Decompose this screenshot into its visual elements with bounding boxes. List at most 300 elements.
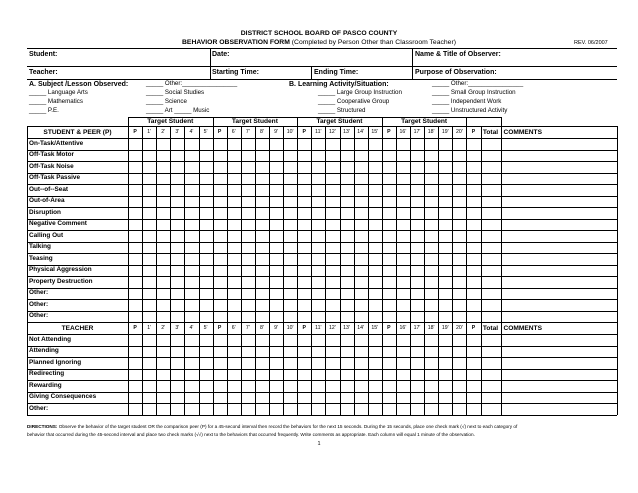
total-cell[interactable] bbox=[481, 173, 501, 185]
tally-cell[interactable] bbox=[241, 207, 255, 219]
tally-cell[interactable] bbox=[382, 380, 396, 392]
tally-cell[interactable] bbox=[227, 253, 241, 265]
tally-cell[interactable] bbox=[170, 253, 184, 265]
tally-cell[interactable] bbox=[255, 392, 269, 404]
tally-cell[interactable] bbox=[325, 346, 339, 358]
comments-cell[interactable] bbox=[501, 253, 618, 265]
tally-cell[interactable] bbox=[311, 288, 325, 300]
tally-cell[interactable] bbox=[199, 334, 213, 346]
tally-cell[interactable] bbox=[199, 380, 213, 392]
tally-cell[interactable] bbox=[452, 242, 466, 254]
tally-cell[interactable] bbox=[156, 138, 170, 150]
tally-cell[interactable] bbox=[438, 403, 452, 415]
tally-cell[interactable] bbox=[354, 357, 368, 369]
tally-cell[interactable] bbox=[368, 173, 382, 185]
tally-cell[interactable] bbox=[297, 346, 311, 358]
tally-cell[interactable] bbox=[438, 346, 452, 358]
tally-cell[interactable] bbox=[354, 334, 368, 346]
tally-cell[interactable] bbox=[452, 184, 466, 196]
tally-cell[interactable] bbox=[410, 150, 424, 162]
tally-cell[interactable] bbox=[142, 219, 156, 231]
tally-cell[interactable] bbox=[340, 311, 354, 323]
tally-cell[interactable] bbox=[213, 196, 227, 208]
tally-cell[interactable] bbox=[199, 299, 213, 311]
tally-cell[interactable] bbox=[410, 392, 424, 404]
tally-cell[interactable] bbox=[269, 357, 283, 369]
tally-cell[interactable] bbox=[156, 380, 170, 392]
tally-cell[interactable] bbox=[354, 311, 368, 323]
tally-cell[interactable] bbox=[184, 242, 198, 254]
tally-cell[interactable] bbox=[170, 161, 184, 173]
tally-cell[interactable] bbox=[170, 138, 184, 150]
tally-cell[interactable] bbox=[241, 311, 255, 323]
tally-cell[interactable] bbox=[311, 150, 325, 162]
tally-cell[interactable] bbox=[156, 150, 170, 162]
tally-cell[interactable] bbox=[466, 230, 480, 242]
tally-cell[interactable] bbox=[396, 242, 410, 254]
tally-cell[interactable] bbox=[184, 357, 198, 369]
tally-cell[interactable] bbox=[142, 242, 156, 254]
tally-cell[interactable] bbox=[311, 138, 325, 150]
tally-cell[interactable] bbox=[424, 219, 438, 231]
tally-cell[interactable] bbox=[227, 311, 241, 323]
tally-cell[interactable] bbox=[438, 196, 452, 208]
tally-cell[interactable] bbox=[368, 346, 382, 358]
tally-cell[interactable] bbox=[283, 403, 297, 415]
tally-cell[interactable] bbox=[156, 242, 170, 254]
tally-cell[interactable] bbox=[241, 392, 255, 404]
tally-cell[interactable] bbox=[269, 230, 283, 242]
tally-cell[interactable] bbox=[382, 276, 396, 288]
tally-cell[interactable] bbox=[325, 311, 339, 323]
tally-cell[interactable] bbox=[170, 346, 184, 358]
tally-cell[interactable] bbox=[368, 150, 382, 162]
tally-cell[interactable] bbox=[311, 276, 325, 288]
tally-cell[interactable] bbox=[297, 242, 311, 254]
tally-cell[interactable] bbox=[269, 150, 283, 162]
tally-cell[interactable] bbox=[269, 380, 283, 392]
tally-cell[interactable] bbox=[354, 138, 368, 150]
tally-cell[interactable] bbox=[368, 138, 382, 150]
tally-cell[interactable] bbox=[424, 276, 438, 288]
tally-cell[interactable] bbox=[255, 138, 269, 150]
tally-cell[interactable] bbox=[368, 288, 382, 300]
tally-cell[interactable] bbox=[255, 173, 269, 185]
tally-cell[interactable] bbox=[128, 288, 142, 300]
tally-cell[interactable] bbox=[424, 184, 438, 196]
tally-cell[interactable] bbox=[128, 311, 142, 323]
tally-cell[interactable] bbox=[452, 369, 466, 381]
tally-cell[interactable] bbox=[410, 242, 424, 254]
tally-cell[interactable] bbox=[410, 288, 424, 300]
tally-cell[interactable] bbox=[424, 299, 438, 311]
tally-cell[interactable] bbox=[340, 299, 354, 311]
tally-cell[interactable] bbox=[466, 265, 480, 277]
tally-cell[interactable] bbox=[311, 230, 325, 242]
tally-cell[interactable] bbox=[466, 380, 480, 392]
tally-cell[interactable] bbox=[283, 253, 297, 265]
tally-cell[interactable] bbox=[156, 369, 170, 381]
tally-cell[interactable] bbox=[410, 265, 424, 277]
tally-cell[interactable] bbox=[340, 196, 354, 208]
comments-cell[interactable] bbox=[501, 369, 618, 381]
tally-cell[interactable] bbox=[241, 230, 255, 242]
tally-cell[interactable] bbox=[199, 311, 213, 323]
total-cell[interactable] bbox=[481, 403, 501, 415]
tally-cell[interactable] bbox=[340, 346, 354, 358]
tally-cell[interactable] bbox=[438, 276, 452, 288]
tally-cell[interactable] bbox=[283, 346, 297, 358]
comments-cell[interactable] bbox=[501, 299, 618, 311]
tally-cell[interactable] bbox=[410, 161, 424, 173]
tally-cell[interactable] bbox=[142, 207, 156, 219]
tally-cell[interactable] bbox=[382, 253, 396, 265]
tally-cell[interactable] bbox=[424, 357, 438, 369]
tally-cell[interactable] bbox=[452, 334, 466, 346]
total-cell[interactable] bbox=[481, 311, 501, 323]
tally-cell[interactable] bbox=[156, 403, 170, 415]
tally-cell[interactable] bbox=[297, 288, 311, 300]
tally-cell[interactable] bbox=[142, 265, 156, 277]
tally-cell[interactable] bbox=[241, 161, 255, 173]
tally-cell[interactable] bbox=[452, 346, 466, 358]
tally-cell[interactable] bbox=[396, 403, 410, 415]
tally-cell[interactable] bbox=[410, 138, 424, 150]
tally-cell[interactable] bbox=[170, 357, 184, 369]
tally-cell[interactable] bbox=[128, 196, 142, 208]
tally-cell[interactable] bbox=[199, 150, 213, 162]
tally-cell[interactable] bbox=[311, 161, 325, 173]
tally-cell[interactable] bbox=[325, 299, 339, 311]
tally-cell[interactable] bbox=[241, 299, 255, 311]
tally-cell[interactable] bbox=[382, 357, 396, 369]
tally-cell[interactable] bbox=[452, 161, 466, 173]
tally-cell[interactable] bbox=[213, 334, 227, 346]
tally-cell[interactable] bbox=[311, 207, 325, 219]
tally-cell[interactable] bbox=[241, 380, 255, 392]
tally-cell[interactable] bbox=[269, 219, 283, 231]
tally-cell[interactable] bbox=[340, 219, 354, 231]
tally-cell[interactable] bbox=[283, 173, 297, 185]
tally-cell[interactable] bbox=[424, 311, 438, 323]
tally-cell[interactable] bbox=[424, 253, 438, 265]
tally-cell[interactable] bbox=[199, 403, 213, 415]
tally-cell[interactable] bbox=[283, 230, 297, 242]
tally-cell[interactable] bbox=[297, 219, 311, 231]
tally-cell[interactable] bbox=[199, 369, 213, 381]
tally-cell[interactable] bbox=[424, 369, 438, 381]
tally-cell[interactable] bbox=[368, 253, 382, 265]
tally-cell[interactable] bbox=[410, 346, 424, 358]
tally-cell[interactable] bbox=[227, 173, 241, 185]
tally-cell[interactable] bbox=[311, 173, 325, 185]
tally-cell[interactable] bbox=[142, 253, 156, 265]
tally-cell[interactable] bbox=[340, 253, 354, 265]
tally-cell[interactable] bbox=[354, 369, 368, 381]
tally-cell[interactable] bbox=[241, 184, 255, 196]
tally-cell[interactable] bbox=[297, 196, 311, 208]
tally-cell[interactable] bbox=[325, 150, 339, 162]
tally-cell[interactable] bbox=[170, 207, 184, 219]
tally-cell[interactable] bbox=[199, 207, 213, 219]
tally-cell[interactable] bbox=[269, 161, 283, 173]
tally-cell[interactable] bbox=[142, 173, 156, 185]
tally-cell[interactable] bbox=[170, 369, 184, 381]
tally-cell[interactable] bbox=[227, 242, 241, 254]
tally-cell[interactable] bbox=[452, 150, 466, 162]
comments-cell[interactable] bbox=[501, 334, 618, 346]
tally-cell[interactable] bbox=[283, 161, 297, 173]
tally-cell[interactable] bbox=[396, 276, 410, 288]
tally-cell[interactable] bbox=[297, 380, 311, 392]
tally-cell[interactable] bbox=[255, 196, 269, 208]
tally-cell[interactable] bbox=[410, 311, 424, 323]
tally-cell[interactable] bbox=[325, 357, 339, 369]
tally-cell[interactable] bbox=[297, 207, 311, 219]
tally-cell[interactable] bbox=[142, 288, 156, 300]
tally-cell[interactable] bbox=[340, 334, 354, 346]
tally-cell[interactable] bbox=[269, 138, 283, 150]
tally-cell[interactable] bbox=[311, 253, 325, 265]
tally-cell[interactable] bbox=[452, 265, 466, 277]
tally-cell[interactable] bbox=[170, 403, 184, 415]
tally-cell[interactable] bbox=[340, 230, 354, 242]
tally-cell[interactable] bbox=[438, 253, 452, 265]
tally-cell[interactable] bbox=[382, 299, 396, 311]
comments-cell[interactable] bbox=[501, 242, 618, 254]
tally-cell[interactable] bbox=[184, 346, 198, 358]
tally-cell[interactable] bbox=[466, 253, 480, 265]
tally-cell[interactable] bbox=[410, 184, 424, 196]
total-cell[interactable] bbox=[481, 346, 501, 358]
tally-cell[interactable] bbox=[396, 184, 410, 196]
tally-cell[interactable] bbox=[368, 219, 382, 231]
tally-cell[interactable] bbox=[241, 288, 255, 300]
tally-cell[interactable] bbox=[269, 173, 283, 185]
tally-cell[interactable] bbox=[199, 173, 213, 185]
tally-cell[interactable] bbox=[142, 184, 156, 196]
total-cell[interactable] bbox=[481, 242, 501, 254]
tally-cell[interactable] bbox=[170, 150, 184, 162]
tally-cell[interactable] bbox=[184, 161, 198, 173]
tally-cell[interactable] bbox=[396, 311, 410, 323]
tally-cell[interactable] bbox=[396, 219, 410, 231]
tally-cell[interactable] bbox=[213, 230, 227, 242]
tally-cell[interactable] bbox=[382, 173, 396, 185]
tally-cell[interactable] bbox=[424, 288, 438, 300]
tally-cell[interactable] bbox=[156, 276, 170, 288]
tally-cell[interactable] bbox=[410, 369, 424, 381]
tally-cell[interactable] bbox=[466, 138, 480, 150]
tally-cell[interactable] bbox=[128, 150, 142, 162]
tally-cell[interactable] bbox=[142, 357, 156, 369]
tally-cell[interactable] bbox=[255, 369, 269, 381]
tally-cell[interactable] bbox=[156, 311, 170, 323]
total-cell[interactable] bbox=[481, 184, 501, 196]
tally-cell[interactable] bbox=[368, 369, 382, 381]
tally-cell[interactable] bbox=[199, 276, 213, 288]
tally-cell[interactable] bbox=[269, 276, 283, 288]
tally-cell[interactable] bbox=[340, 184, 354, 196]
tally-cell[interactable] bbox=[438, 207, 452, 219]
tally-cell[interactable] bbox=[269, 253, 283, 265]
tally-cell[interactable] bbox=[241, 173, 255, 185]
tally-cell[interactable] bbox=[354, 265, 368, 277]
tally-cell[interactable] bbox=[340, 403, 354, 415]
tally-cell[interactable] bbox=[213, 173, 227, 185]
tally-cell[interactable] bbox=[269, 299, 283, 311]
tally-cell[interactable] bbox=[283, 196, 297, 208]
tally-cell[interactable] bbox=[269, 288, 283, 300]
tally-cell[interactable] bbox=[452, 253, 466, 265]
tally-cell[interactable] bbox=[227, 369, 241, 381]
tally-cell[interactable] bbox=[438, 173, 452, 185]
comments-cell[interactable] bbox=[501, 276, 618, 288]
tally-cell[interactable] bbox=[368, 334, 382, 346]
tally-cell[interactable] bbox=[128, 380, 142, 392]
tally-cell[interactable] bbox=[255, 265, 269, 277]
tally-cell[interactable] bbox=[128, 299, 142, 311]
tally-cell[interactable] bbox=[199, 392, 213, 404]
tally-cell[interactable] bbox=[184, 288, 198, 300]
tally-cell[interactable] bbox=[325, 230, 339, 242]
tally-cell[interactable] bbox=[213, 276, 227, 288]
tally-cell[interactable] bbox=[382, 403, 396, 415]
tally-cell[interactable] bbox=[255, 380, 269, 392]
tally-cell[interactable] bbox=[368, 357, 382, 369]
tally-cell[interactable] bbox=[382, 184, 396, 196]
tally-cell[interactable] bbox=[325, 265, 339, 277]
tally-cell[interactable] bbox=[241, 196, 255, 208]
tally-cell[interactable] bbox=[438, 184, 452, 196]
tally-cell[interactable] bbox=[241, 369, 255, 381]
tally-cell[interactable] bbox=[340, 380, 354, 392]
tally-cell[interactable] bbox=[438, 288, 452, 300]
tally-cell[interactable] bbox=[297, 230, 311, 242]
tally-cell[interactable] bbox=[213, 369, 227, 381]
tally-cell[interactable] bbox=[269, 265, 283, 277]
tally-cell[interactable] bbox=[297, 276, 311, 288]
tally-cell[interactable] bbox=[410, 173, 424, 185]
tally-cell[interactable] bbox=[311, 242, 325, 254]
tally-cell[interactable] bbox=[340, 265, 354, 277]
comments-cell[interactable] bbox=[501, 380, 618, 392]
tally-cell[interactable] bbox=[438, 242, 452, 254]
tally-cell[interactable] bbox=[213, 265, 227, 277]
tally-cell[interactable] bbox=[283, 369, 297, 381]
tally-cell[interactable] bbox=[410, 196, 424, 208]
tally-cell[interactable] bbox=[213, 357, 227, 369]
tally-cell[interactable] bbox=[325, 219, 339, 231]
tally-cell[interactable] bbox=[396, 196, 410, 208]
tally-cell[interactable] bbox=[466, 173, 480, 185]
tally-cell[interactable] bbox=[170, 276, 184, 288]
tally-cell[interactable] bbox=[184, 138, 198, 150]
tally-cell[interactable] bbox=[325, 196, 339, 208]
tally-cell[interactable] bbox=[396, 173, 410, 185]
tally-cell[interactable] bbox=[199, 265, 213, 277]
tally-cell[interactable] bbox=[199, 161, 213, 173]
tally-cell[interactable] bbox=[382, 219, 396, 231]
tally-cell[interactable] bbox=[311, 403, 325, 415]
tally-cell[interactable] bbox=[184, 150, 198, 162]
total-cell[interactable] bbox=[481, 253, 501, 265]
tally-cell[interactable] bbox=[325, 392, 339, 404]
tally-cell[interactable] bbox=[368, 184, 382, 196]
tally-cell[interactable] bbox=[438, 380, 452, 392]
tally-cell[interactable] bbox=[227, 138, 241, 150]
total-cell[interactable] bbox=[481, 219, 501, 231]
tally-cell[interactable] bbox=[354, 196, 368, 208]
tally-cell[interactable] bbox=[354, 242, 368, 254]
total-cell[interactable] bbox=[481, 288, 501, 300]
tally-cell[interactable] bbox=[156, 357, 170, 369]
total-cell[interactable] bbox=[481, 357, 501, 369]
tally-cell[interactable] bbox=[255, 357, 269, 369]
tally-cell[interactable] bbox=[297, 334, 311, 346]
tally-cell[interactable] bbox=[255, 288, 269, 300]
tally-cell[interactable] bbox=[142, 276, 156, 288]
tally-cell[interactable] bbox=[156, 196, 170, 208]
tally-cell[interactable] bbox=[283, 207, 297, 219]
tally-cell[interactable] bbox=[156, 207, 170, 219]
tally-cell[interactable] bbox=[241, 276, 255, 288]
tally-cell[interactable] bbox=[438, 311, 452, 323]
tally-cell[interactable] bbox=[269, 207, 283, 219]
tally-cell[interactable] bbox=[424, 392, 438, 404]
tally-cell[interactable] bbox=[170, 184, 184, 196]
tally-cell[interactable] bbox=[184, 253, 198, 265]
comments-cell[interactable] bbox=[501, 184, 618, 196]
tally-cell[interactable] bbox=[424, 380, 438, 392]
tally-cell[interactable] bbox=[325, 369, 339, 381]
tally-cell[interactable] bbox=[354, 380, 368, 392]
comments-cell[interactable] bbox=[501, 207, 618, 219]
tally-cell[interactable] bbox=[156, 288, 170, 300]
tally-cell[interactable] bbox=[283, 311, 297, 323]
tally-cell[interactable] bbox=[311, 346, 325, 358]
tally-cell[interactable] bbox=[184, 219, 198, 231]
tally-cell[interactable] bbox=[466, 161, 480, 173]
tally-cell[interactable] bbox=[255, 403, 269, 415]
tally-cell[interactable] bbox=[382, 161, 396, 173]
tally-cell[interactable] bbox=[368, 311, 382, 323]
tally-cell[interactable] bbox=[340, 161, 354, 173]
tally-cell[interactable] bbox=[227, 276, 241, 288]
tally-cell[interactable] bbox=[424, 138, 438, 150]
tally-cell[interactable] bbox=[283, 288, 297, 300]
comments-cell[interactable] bbox=[501, 230, 618, 242]
tally-cell[interactable] bbox=[156, 299, 170, 311]
tally-cell[interactable] bbox=[396, 138, 410, 150]
tally-cell[interactable] bbox=[227, 265, 241, 277]
comments-cell[interactable] bbox=[501, 196, 618, 208]
tally-cell[interactable] bbox=[269, 346, 283, 358]
tally-cell[interactable] bbox=[396, 265, 410, 277]
tally-cell[interactable] bbox=[340, 173, 354, 185]
tally-cell[interactable] bbox=[340, 138, 354, 150]
tally-cell[interactable] bbox=[368, 207, 382, 219]
tally-cell[interactable] bbox=[466, 207, 480, 219]
tally-cell[interactable] bbox=[213, 311, 227, 323]
tally-cell[interactable] bbox=[354, 253, 368, 265]
tally-cell[interactable] bbox=[227, 403, 241, 415]
tally-cell[interactable] bbox=[424, 150, 438, 162]
tally-cell[interactable] bbox=[255, 334, 269, 346]
tally-cell[interactable] bbox=[396, 150, 410, 162]
tally-cell[interactable] bbox=[438, 334, 452, 346]
tally-cell[interactable] bbox=[213, 138, 227, 150]
